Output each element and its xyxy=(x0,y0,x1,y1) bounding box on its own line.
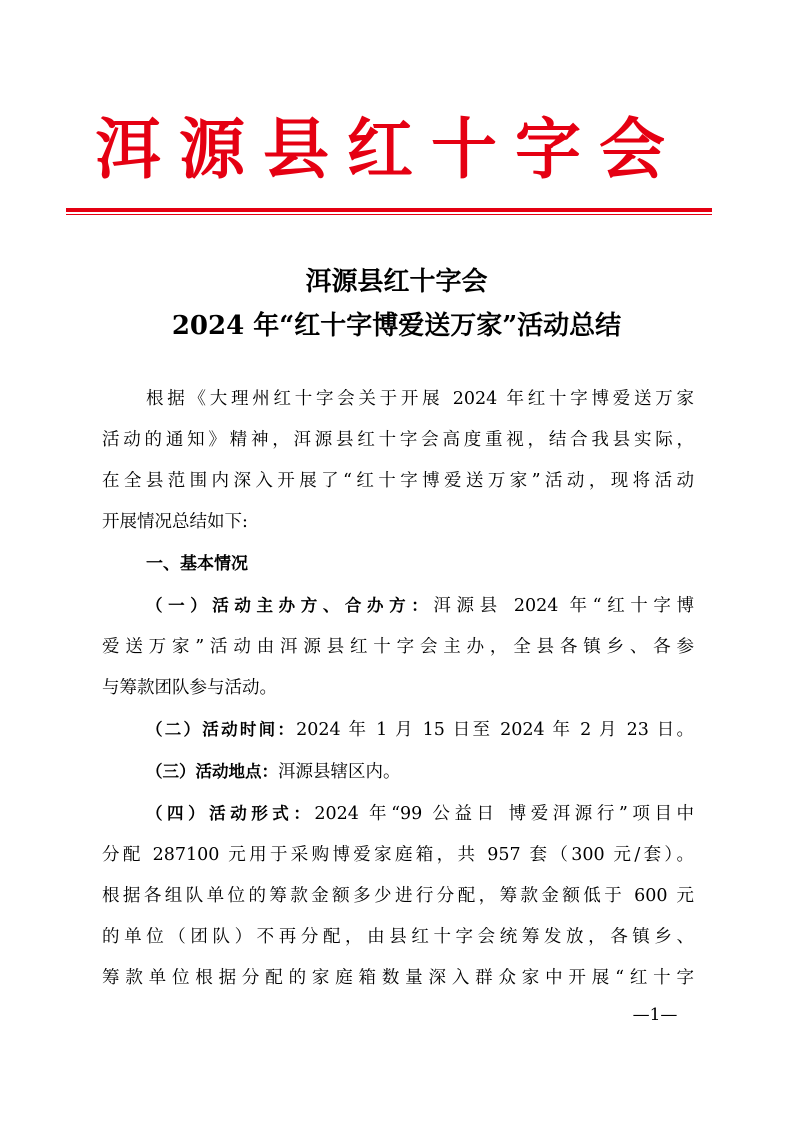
item3-label: （三）活动地点： xyxy=(146,762,278,781)
item1-label: （一）活动主办方、合办方： xyxy=(146,596,434,615)
letterhead-org-name: 洱源县红十字会 xyxy=(95,110,683,188)
intro-line-3: 在全县范围内深入开展了“红十字博爱送万家”活动，现将活动 xyxy=(102,471,694,491)
item2-label: （二）活动时间： xyxy=(146,720,297,739)
intro-line-1: 根据《大理州红十字会关于开展 2024 年红十字博爱送万家 xyxy=(146,389,694,409)
intro-line-4: 开展情况总结如下: xyxy=(102,512,248,532)
item4-line-1 xyxy=(146,799,694,829)
item4-line-2: 分配 287100 元用于采购博爱家庭箱，共 957 套（300 元/套）。 xyxy=(102,845,694,865)
item1-line-1 xyxy=(146,591,694,621)
section-heading-basic: 一、基本情况 xyxy=(146,554,248,574)
item4-line-3: 根据各组队单位的筹款金额多少进行分配，筹款金额低于 600 元 xyxy=(102,886,694,906)
letterhead-rule-thick xyxy=(66,208,712,212)
page-number: —1— xyxy=(632,1005,678,1025)
item1-text: 洱源县 2024 年“红十字博 xyxy=(433,596,695,616)
item2-line xyxy=(146,715,694,745)
intro-line-2: 活动的通知》精神，洱源县红十字会高度重视，结合我县实际， xyxy=(102,430,694,450)
item3-line xyxy=(146,757,694,787)
item4-line-4: 的单位（团队）不再分配，由县红十字会统筹发放，各镇乡、 xyxy=(102,927,694,947)
item2-text: 2024 年 1 月 15 日至 2024 年 2 月 23 日。 xyxy=(296,720,694,740)
item4-label: （四）活动形式： xyxy=(146,804,315,823)
item1-line-3: 与筹款团队参与活动。 xyxy=(102,678,277,698)
item1-line-2: 爱送万家”活动由洱源县红十字会主办，全县各镇乡、各参 xyxy=(102,637,694,657)
letterhead-rule-thin xyxy=(66,214,712,215)
item4-line-5: 筹款单位根据分配的家庭箱数量深入群众家中开展“红十字 xyxy=(102,968,694,988)
document-title-line2: 2024 年“红十字博爱送万家”活动总结 xyxy=(171,311,622,341)
item3-text: 洱源县辖区内。 xyxy=(278,762,401,782)
item4-text: 2024 年“99 公益日 博爱洱源行”项目中 xyxy=(314,804,694,824)
document-title-line1: 洱源县红十字会 xyxy=(305,267,488,297)
